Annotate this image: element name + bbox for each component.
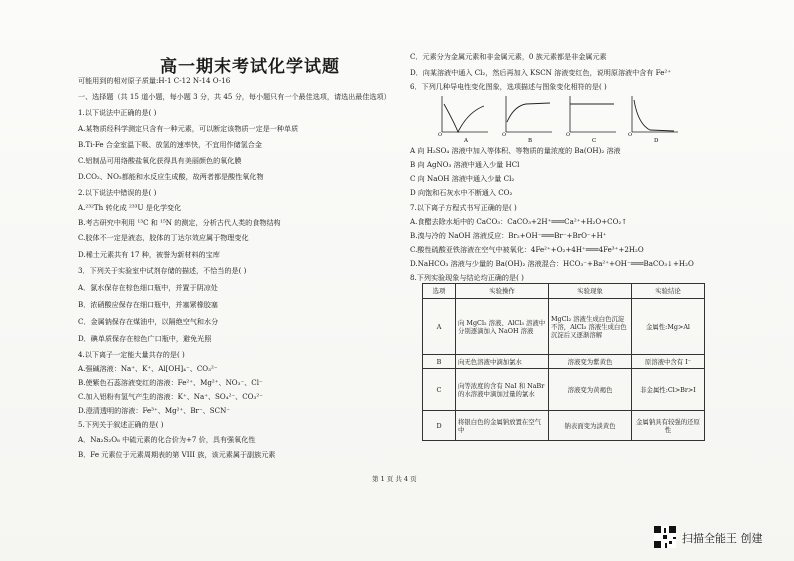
graph-b [502, 92, 558, 144]
table-row [423, 299, 705, 355]
table-header-row [423, 284, 705, 299]
table-row [423, 355, 705, 369]
q1-option-b: B.Ti-Fe 合金室温下吸、放氢的速率快，不宜用作储氢合金 [78, 140, 262, 149]
q2-option-c: C.胶体不一定是液态，胶体的丁达尔效应属于物理变化 [78, 233, 249, 242]
q6-option-d: D 向饱和石灰水中不断通入 CO₂ [410, 188, 513, 197]
graph-a-label: A [464, 138, 468, 144]
q6-option-a: A 向 H₂SO₄ 溶液中加入等体积、等物质的量浓度的 Ba(OH)₂ 溶液 [410, 146, 621, 155]
q5-option-c: C．元素分为金属元素和非金属元素，0 族元素都是非金属元素 [410, 52, 607, 61]
q5-option-d: D．向某溶液中通入 Cl₂，然后再加入 KSCN 溶液变红色，说明原溶液中含有 Fe²⁺ [410, 68, 671, 77]
q4-option-a: A.强碱溶液：Na⁺、K⁺、Al[OH]₄⁻、CO₃²⁻ [78, 364, 218, 373]
q1-option-c: C.铝制品可用络酸盐氧化获得具有美丽颜色的氧化膜 [78, 156, 242, 165]
section-header: 一、选择题（共 15 道小题，每小题 3 分，共 45 分，每小题只有一个最佳选项，请选出最佳选项） [78, 92, 391, 101]
graph-d-origin: O [628, 132, 633, 138]
operation-cell: 向 MgCl₂ 溶液、AlCl₃ 溶液中分别逐滴加入 NaOH 溶液 [456, 299, 549, 355]
option-cell: D [423, 411, 456, 441]
q5-option-b: B．Fe 元素位于元素周期表的第 VIII 族，该元素属于副族元素 [78, 450, 276, 459]
q3-option-b: B．浓硝酸应保存在细口瓶中，并塞紧橡胶塞 [78, 300, 218, 309]
page-title: 高一期末考试化学试题 [160, 57, 340, 77]
graph-b-origin: O [502, 132, 507, 138]
q1-stem: 1.以下说法中正确的是( ) [78, 108, 157, 117]
graph-c [566, 92, 622, 144]
graph-c-origin: O [566, 132, 571, 138]
q4-option-c: C.加入铝粉有氢气产生的溶液：K⁺、Na⁺、SO₄²⁻、CO₃²⁻ [78, 392, 263, 401]
q1-option-a: A.某物质经科学测定只含有一种元素，可以断定该物质一定是一种单质 [78, 124, 299, 133]
q5-option-a: A．Na₂S₂O₈ 中硫元素的化合价为+7 价，具有强氧化性 [78, 435, 256, 444]
q1-option-d: D.CO₂、NO₂都能和水反应生成酸，故两者都是酸性氧化物 [78, 172, 264, 181]
q4-option-d: D.澄清透明的溶液：Fe³⁺、Mg²⁺、Br⁻、SCN⁻ [78, 406, 231, 415]
scanner-watermark: 扫描全能王 创建 [682, 532, 763, 545]
graph-a [438, 92, 494, 144]
phenomenon-cell: 溶液变为黄褐色 [549, 369, 632, 411]
table-header: 选项 [423, 284, 456, 299]
q2-option-d: D.稀土元素共有 17 种，被誉为新材料的宝库 [78, 250, 220, 259]
q8-stem: 8.下列实验现象与结论均正确的是( ) [410, 273, 524, 282]
operation-cell: 向等浓度的含有 NaI 和 NaBr 的水溶液中滴加过量的氯水 [456, 369, 549, 411]
q6-stem: 6．下列几种导电性变化图象，选项描述与图象变化相符的是( ) [410, 82, 607, 91]
conclusion-cell: 金属性:Mg>Al [632, 299, 705, 355]
q7-option-d: D.NaHCO₃ 溶液与少量的 Ba(OH)₂ 溶液混合：HCO₃⁻+Ba²⁺+OH⁻═══BaCO₃↓+H₂O [410, 259, 694, 268]
graph-c-label: C [592, 138, 597, 144]
table-row [423, 369, 705, 411]
qr-code-icon [654, 526, 676, 548]
option-cell: A [423, 299, 456, 355]
table-row [423, 411, 705, 441]
atomic-masses: 可能用到的相对原子质量:H-1 C-12 N-14 O-16 [78, 76, 231, 85]
q4-stem: 4.以下离子一定能大量共存的是( ) [78, 350, 185, 359]
phenomenon-cell: 钠表面变为淡黄色 [549, 411, 632, 441]
conclusion-cell: 原溶液中含有 I⁻ [632, 355, 705, 369]
phenomenon-cell: MgCl₂ 溶液生成白色沉淀不溶，AlCl₃ 溶液生成白色沉淀后又逐渐溶解 [549, 299, 632, 355]
q3-option-a: A．氯水保存在棕色细口瓶中，并置于阴凉处 [78, 283, 218, 292]
q6-option-b: B 向 AgNO₃ 溶液中通入少量 HCl [410, 160, 520, 169]
table-header: 实验操作 [456, 284, 549, 299]
q2-option-b: B.考古研究中利用 ¹³C 和 ¹⁵N 的测定，分析古代人类的食物结构 [78, 218, 281, 227]
q7-option-b: B.溴与冷的 NaOH 溶液反应：Br₂+OH⁻═══Br⁻+BrO⁻+H⁺ [410, 231, 607, 240]
option-cell: B [423, 355, 456, 369]
conclusion-cell: 金属钠具有较强的还原性 [632, 411, 705, 441]
graph-d-label: D [654, 138, 659, 144]
graph-a-origin: O [438, 132, 443, 138]
experiment-table [422, 283, 705, 441]
q7-option-c: C.酸性硫酸亚铁溶液在空气中被氧化：4Fe²⁺+O₂+4H⁺═══4Fe³⁺+2H₂O [410, 245, 644, 254]
phenomenon-cell: 溶液变为紫黄色 [549, 355, 632, 369]
q4-option-b: B.使紫色石蕊溶液变红的溶液：Fe²⁺、Mg²⁺、NO₃⁻、Cl⁻ [78, 378, 263, 387]
q2-stem: 2.以下说法中错误的是( ) [78, 188, 157, 197]
q3-option-d: D．碘单质保存在棕色广口瓶中，避免光照 [78, 334, 212, 343]
q2-option-a: A.²³²Th 转化成 ²³³U 是化学变化 [78, 203, 182, 212]
q5-stem: 5.下列关于叙述正确的是( ) [78, 420, 164, 429]
graph-b-label: B [528, 138, 533, 144]
operation-cell: 向无色溶液中滴加氯水 [456, 355, 549, 369]
q6-option-c: C 向 NaOH 溶液中通入少量 Cl₂ [410, 174, 515, 183]
option-cell: C [423, 369, 456, 411]
graph-d [628, 92, 684, 144]
page-number: 第 1 页 共 4 页 [372, 475, 417, 483]
q7-stem: 7.以下离子方程式书写正确的是( ) [410, 203, 517, 212]
q3-stem: 3．下列关于实验室中试剂存储的描述，不恰当的是( ) [78, 266, 247, 275]
operation-cell: 将银白色的金属钠放置在空气中 [456, 411, 549, 441]
q3-option-c: C．金属钠保存在煤油中，以隔绝空气和水分 [78, 317, 219, 326]
conclusion-cell: 非金属性:Cl>Br>I [632, 369, 705, 411]
table-header: 实验结论 [632, 284, 705, 299]
q7-option-a: A.食醋去除水垢中的 CaCO₃：CaCO₃+2H⁺═══Ca²⁺+H₂O+CO₂↑ [410, 217, 628, 226]
table-header: 实验现象 [549, 284, 632, 299]
